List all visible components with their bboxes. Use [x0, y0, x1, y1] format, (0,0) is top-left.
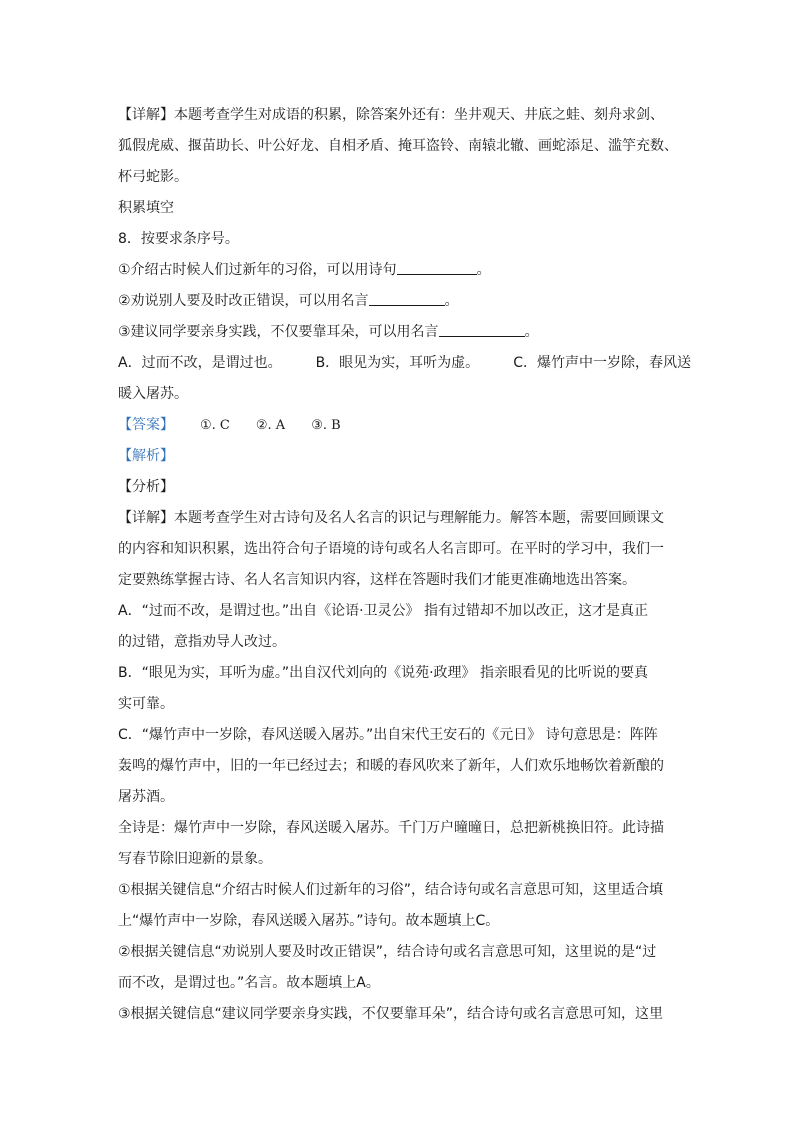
question-text: ②劝说别人要及时改正错误，可以用名言 — [118, 293, 369, 309]
detail-line: 屠苏酒。 — [118, 789, 174, 805]
detail-line: ②根据关键信息“劝说别人要及时改正错误”，结合诗句或名言意思可知，这里说的是“过 — [118, 944, 657, 960]
document-page — [118, 100, 691, 1030]
option-c-continued: 暖入屠苏。 — [118, 386, 188, 402]
answer-line — [118, 410, 678, 441]
option-a: A．过而不改，是谓过也。 — [118, 355, 282, 371]
detail-line: 上“爆竹声中一岁除，春风送暖入屠苏。”诗句。故本题填上C。 — [118, 913, 500, 929]
answer-blank — [369, 291, 445, 306]
question-item-3 — [118, 317, 678, 348]
detail-line: 全诗是：爆竹声中一岁除，春风送暖入屠苏。千门万户曈曈日，总把新桃换旧符。此诗描 — [118, 820, 664, 836]
detail-line: C．“爆竹声中一岁除，春风送暖入屠苏。”出自宋代王安石的《元日》 诗句意思是：阵阵 — [118, 727, 658, 743]
detail-line: 写春节除旧迎新的景象。 — [118, 851, 272, 867]
detail-line: 的过错，意指劝导人改过。 — [118, 634, 286, 650]
question-end: 。 — [476, 262, 491, 278]
question-end: 。 — [524, 324, 539, 340]
answer-label: 【答案】 — [118, 417, 174, 433]
question-text: ①介绍古时候人们过新年的习俗，可以用诗句 — [118, 262, 397, 278]
detail-line: ③根据关键信息“建议同学要亲身实践，不仅要靠耳朵”，结合诗句或名言意思可知，这里 — [118, 1006, 664, 1022]
option-b: B．眼见为实，耳听为虚。 — [315, 355, 480, 371]
question-text: ③建议同学要亲身实践，不仅要靠耳朵，可以用名言 — [118, 324, 439, 340]
detail-line: A．“过而不改，是谓过也。”出自《论语·卫灵公》 指有过错却不加以改正，这才是真正 — [118, 603, 648, 619]
answer-3: ③. B — [311, 418, 341, 433]
detail-line: 而不改，是谓过也。”名言。故本题填上A。 — [118, 975, 380, 991]
options-line — [118, 348, 691, 379]
analysis-sub-label: 【分析】 — [118, 479, 174, 495]
option-c: C．爆竹声中一岁除，春风送 — [513, 355, 691, 371]
detail-line: 定要熟练掌握古诗、名人名言知识内容，这样在答题时我们才能更准确地选出答案。 — [118, 572, 636, 588]
detail-line: B．“眼见为实，耳听为虚。”出自汉代刘向的《说苑·政理》 指亲眼看见的比听说的要真 — [118, 665, 649, 681]
answer-1: ①. C — [200, 418, 230, 433]
explanation-line: 杯弓蛇影。 — [118, 169, 188, 185]
question-item-1 — [118, 255, 678, 286]
detail-line: 实可靠。 — [118, 696, 174, 712]
question-end: 。 — [444, 293, 459, 309]
answer-blank — [397, 260, 477, 275]
question-title: 8．按要求条序号。 — [118, 231, 239, 247]
question-item-2 — [118, 286, 678, 317]
explanation-line: 狐假虎威、揠苗助长、叶公好龙、自相矛盾、掩耳盗铃、南辕北辙、画蛇添足、滥竽充数、 — [118, 138, 678, 154]
answer-2: ②. A — [255, 418, 286, 433]
detail-line: 轰鸣的爆竹声中，旧的一年已经过去；和暖的春风吹来了新年，人们欢乐地畅饮着新酿的 — [118, 758, 664, 774]
detail-line: ①根据关键信息“介绍古时候人们过新年的习俗”，结合诗句或名言意思可知，这里适合填 — [118, 882, 664, 898]
explanation-line: 【详解】本题考查学生对成语的积累，除答案外还有：坐井观天、井底之蛙、刻舟求剑、 — [118, 107, 664, 123]
analysis-label: 【解析】 — [118, 448, 174, 464]
detail-line: 【详解】本题考查学生对古诗句及名人名言的识记与理解能力。解答本题，需要回顾课文 — [118, 510, 664, 526]
detail-line: 的内容和知识积累，选出符合句子语境的诗句或名人名言即可。在平时的学习中，我们一 — [118, 541, 664, 557]
section-title: 积累填空 — [118, 200, 174, 216]
answer-blank — [439, 322, 525, 337]
